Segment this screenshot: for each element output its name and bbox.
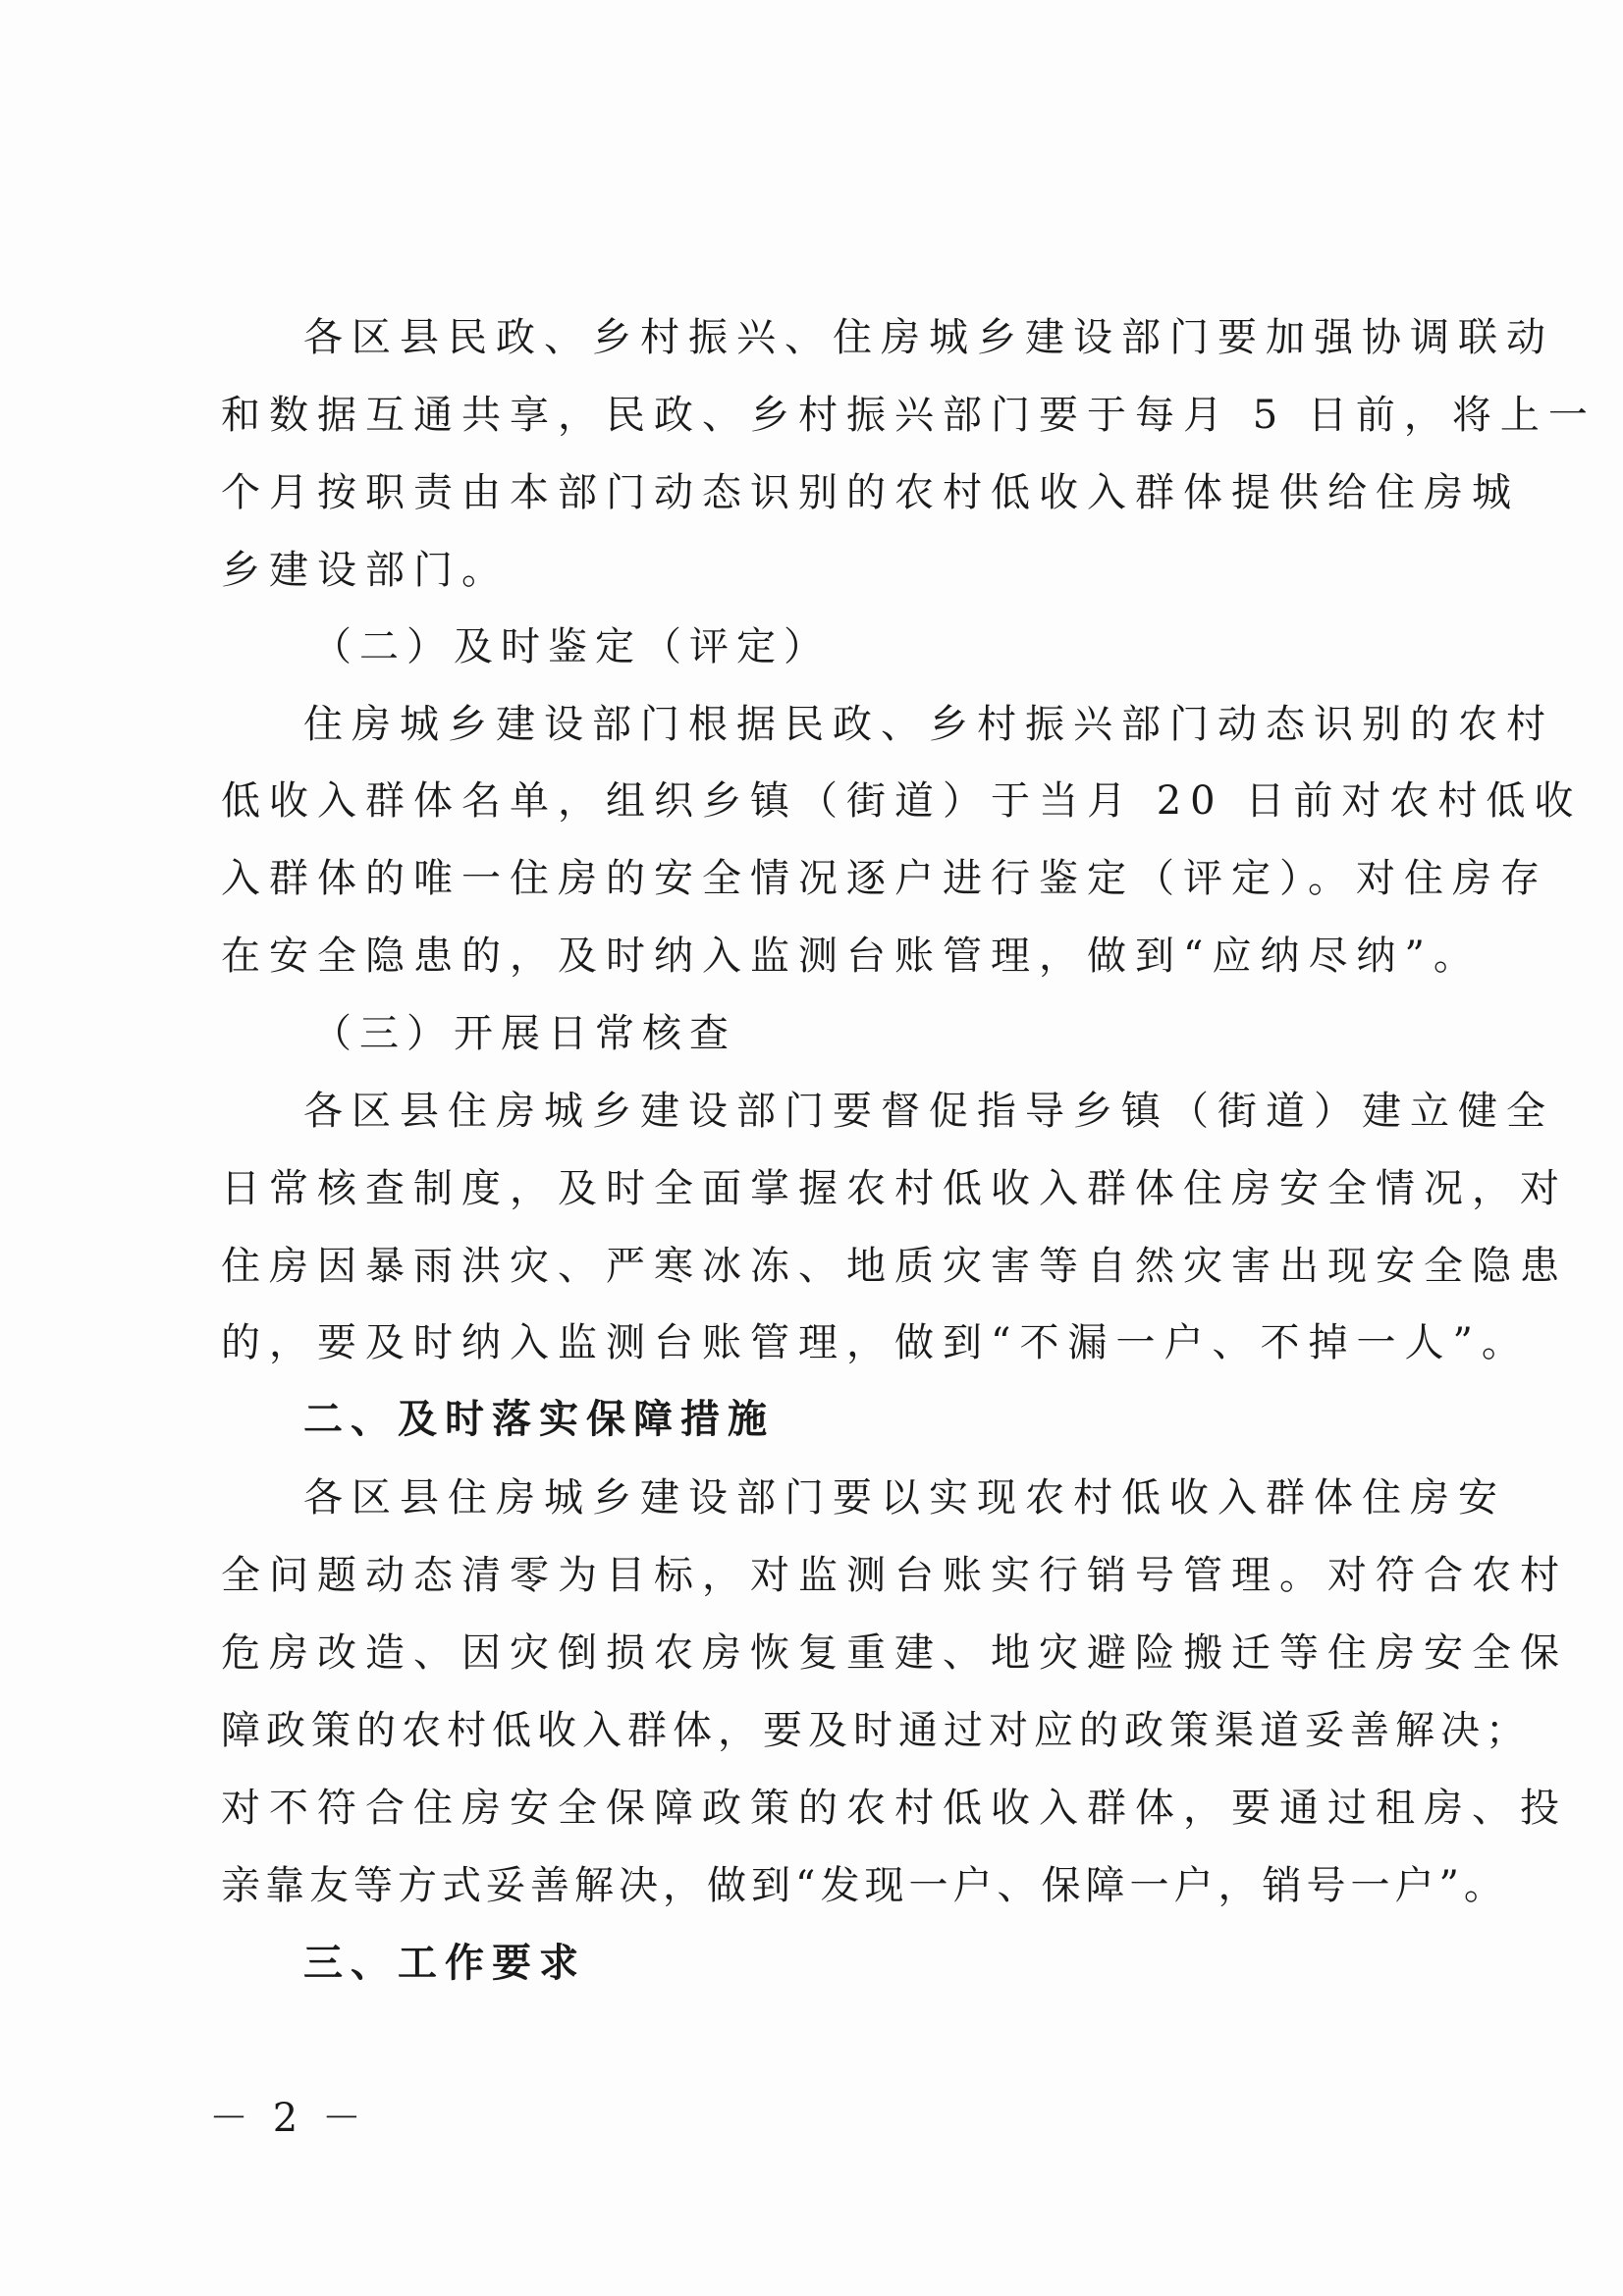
paragraph-line: 和数据互通共享，民政、乡村振兴部门要于每月 5 日前，将上一 [221, 393, 1596, 438]
paragraph-line: 在安全隐患的，及时纳入监测台账管理，做到“应纳尽纳”。 [221, 934, 1482, 979]
paragraph-line: 全问题动态清零为目标，对监测台账实行销号管理。对符合农村 [221, 1553, 1568, 1598]
section-heading: 三、工作要求 [303, 1941, 586, 1986]
paragraph-line: 个月按职责由本部门动态识别的农村低收入群体提供给住房城 [221, 470, 1520, 515]
paragraph-line: 入群体的唯一住房的安全情况逐户进行鉴定（评定）。对住房存 [221, 856, 1548, 901]
section-subheading: （二）及时鉴定（评定） [312, 624, 831, 669]
paragraph-line: 各区县民政、乡村振兴、住房城乡建设部门要加强协调联动 [303, 315, 1554, 360]
paragraph-line: 危房改造、因灾倒损农房恢复重建、地灾避险搬迁等住房安全保 [221, 1630, 1568, 1676]
section-subheading: （三）开展日常核查 [312, 1011, 736, 1056]
paragraph-line: 住房城乡建设部门根据民政、乡村振兴部门动态识别的农村 [303, 702, 1554, 747]
paragraph-line: 日常核查制度，及时全面掌握农村低收入群体住房安全情况，对 [221, 1166, 1568, 1211]
paragraph-line: 各区县住房城乡建设部门要督促指导乡镇（街道）建立健全 [303, 1089, 1554, 1134]
page-number: － 2 － [209, 2096, 367, 2141]
paragraph-line: 障政策的农村低收入群体，要及时通过对应的政策渠道妥善解决； [221, 1708, 1531, 1753]
paragraph-line: 各区县住房城乡建设部门要以实现农村低收入群体住房安 [303, 1475, 1506, 1521]
paragraph-line: 乡建设部门。 [221, 548, 510, 593]
paragraph-line: 住房因暴雨洪灾、严寒冰冻、地质灾害等自然灾害出现安全隐患 [221, 1244, 1568, 1289]
paragraph-line: 对不符合住房安全保障政策的农村低收入群体，要通过租房、投 [221, 1786, 1568, 1831]
paragraph-line: 低收入群体名单，组织乡镇（街道）于当月 20 日前对农村低收 [221, 778, 1583, 824]
section-heading: 二、及时落实保障措施 [303, 1397, 775, 1442]
paragraph-line: 的，要及时纳入监测台账管理，做到“不漏一户、不掉一人”。 [221, 1320, 1530, 1365]
paragraph-line: 亲靠友等方式妥善解决，做到“发现一户、保障一户，销号一户”。 [221, 1863, 1508, 1908]
